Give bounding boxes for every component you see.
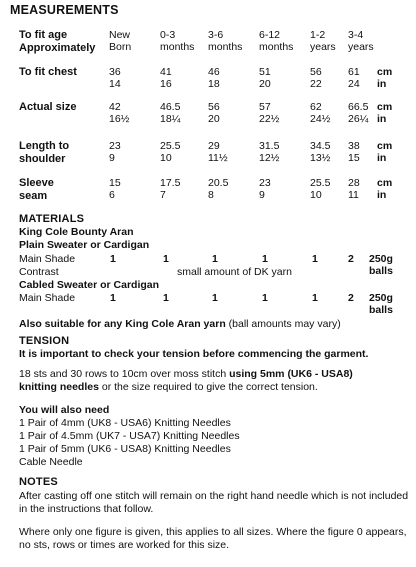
size-cell: 56 22 bbox=[310, 66, 322, 91]
materials-heading: MATERIALS bbox=[19, 213, 85, 225]
size-cell: 62 24½ bbox=[310, 101, 331, 126]
main-shade-unit-line: 250g balls bbox=[369, 253, 393, 278]
row-label: To fit age Approximately bbox=[19, 29, 96, 54]
main-shade-label: Main Shade bbox=[19, 253, 76, 265]
tension-text-b: using 5mm (UK6 - USA8) bbox=[229, 368, 353, 380]
size-cell: 3-4 years bbox=[348, 29, 374, 54]
main-shade-unit bbox=[369, 253, 393, 277]
size-cell: 20.5 8 bbox=[208, 177, 229, 202]
cabled-garment-heading: Cabled Sweater or Cardigan bbox=[19, 279, 160, 291]
tension-text-a: 18 sts and 30 rows to 10cm over moss stitch bbox=[19, 368, 230, 380]
size-cell: 46 18 bbox=[208, 66, 220, 91]
aran-note-normal: (ball amounts may vary) bbox=[225, 318, 341, 330]
unit-cell: cm in bbox=[377, 66, 393, 91]
size-cell: 23 9 bbox=[259, 177, 271, 202]
plain-garment-heading: Plain Sweater or Cardigan bbox=[19, 239, 150, 251]
unit-cell: cm in bbox=[377, 140, 393, 165]
aran-note bbox=[19, 318, 341, 330]
cabled-unit-line: 250g balls bbox=[369, 292, 393, 317]
ball-count: 1 bbox=[163, 253, 169, 265]
size-cell: New Born bbox=[109, 29, 132, 54]
needs-heading: You will also need bbox=[19, 404, 110, 416]
ball-count: 1 bbox=[312, 292, 318, 304]
ball-count: 1 bbox=[312, 253, 318, 265]
size-cell: 46.5 18¼ bbox=[160, 101, 181, 126]
size-cell: 31.5 12½ bbox=[259, 140, 280, 165]
size-cell: 42 16½ bbox=[109, 101, 130, 126]
size-cell: 66.5 26¼ bbox=[348, 101, 369, 126]
size-cell: 28 11 bbox=[348, 177, 360, 202]
ball-count: 2 bbox=[348, 253, 354, 265]
size-cell: 25.5 10 bbox=[160, 140, 181, 165]
unit-cell: cm in bbox=[377, 177, 393, 202]
ball-count: 1 bbox=[262, 292, 268, 304]
size-cell: 36 14 bbox=[109, 66, 121, 91]
size-cell: 3-6 months bbox=[208, 29, 243, 54]
ball-count: 1 bbox=[262, 253, 268, 265]
size-cell: 17.5 7 bbox=[160, 177, 181, 202]
tension-text-c: knitting needles bbox=[19, 380, 99, 393]
row-label: Sleeve seam bbox=[19, 177, 54, 202]
aran-note-bold: Also suitable for any King Cole Aran yarn bbox=[19, 318, 226, 330]
tension-text-d: or the size required to give the correct tension. bbox=[98, 380, 318, 393]
size-cell: 6-12 months bbox=[259, 29, 294, 54]
row-label: Actual size bbox=[19, 101, 77, 113]
tension-warning: It is important to check your tension before commencing the garment. bbox=[19, 348, 369, 360]
ball-count: 1 bbox=[163, 292, 169, 304]
needs-item: 1 Pair of 5mm (UK6 - USA8) Knitting Needles bbox=[19, 443, 231, 455]
tension-text bbox=[19, 368, 414, 394]
size-cell: 61 24 bbox=[348, 66, 360, 91]
cabled-unit bbox=[369, 292, 393, 316]
size-cell: 41 16 bbox=[160, 66, 172, 91]
ball-count: 1 bbox=[212, 253, 218, 265]
size-cell: 51 20 bbox=[259, 66, 271, 91]
notes-heading: NOTES bbox=[19, 476, 58, 488]
size-cell: 34.5 13½ bbox=[310, 140, 331, 165]
size-cell: 15 6 bbox=[109, 177, 121, 202]
size-cell: 56 20 bbox=[208, 101, 220, 126]
ball-count: 1 bbox=[110, 253, 116, 265]
contrast-label: Contrast bbox=[19, 266, 59, 278]
notes-paragraph-1: After casting off one stitch will remain on the right hand needle which is not included in the instructions that follow. bbox=[19, 490, 409, 515]
ball-count: 1 bbox=[110, 292, 116, 304]
contrast-text: small amount of DK yarn bbox=[177, 266, 292, 278]
needs-item: 1 Pair of 4mm (UK8 - USA6) Knitting Needles bbox=[19, 417, 231, 429]
cabled-main-shade-label: Main Shade bbox=[19, 292, 76, 304]
needs-item: 1 Pair of 4.5mm (UK7 - USA7) Knitting Needles bbox=[19, 430, 240, 442]
size-cell: 25.5 10 bbox=[310, 177, 331, 202]
ball-count: 1 bbox=[212, 292, 218, 304]
notes-paragraph-2: Where only one figure is given, this applies to all sizes. Where the figure 0 appears, no sts, rows or times are worked for this size. bbox=[19, 526, 407, 551]
row-label: To fit chest bbox=[19, 66, 77, 78]
yarn-name: King Cole Bounty Aran bbox=[19, 226, 134, 238]
needs-item: Cable Needle bbox=[19, 456, 83, 468]
tension-heading: TENSION bbox=[19, 335, 70, 347]
size-cell: 29 11½ bbox=[208, 140, 228, 165]
unit-cell: cm in bbox=[377, 101, 393, 126]
row-label: Length to shoulder bbox=[19, 140, 70, 165]
size-cell: 38 15 bbox=[348, 140, 360, 165]
size-cell: 0-3 months bbox=[160, 29, 195, 54]
size-cell: 57 22½ bbox=[259, 101, 280, 126]
measurements-title: MEASUREMENTS bbox=[10, 3, 119, 17]
ball-count: 2 bbox=[348, 292, 354, 304]
size-cell: 1-2 years bbox=[310, 29, 336, 54]
size-cell: 23 9 bbox=[109, 140, 121, 165]
